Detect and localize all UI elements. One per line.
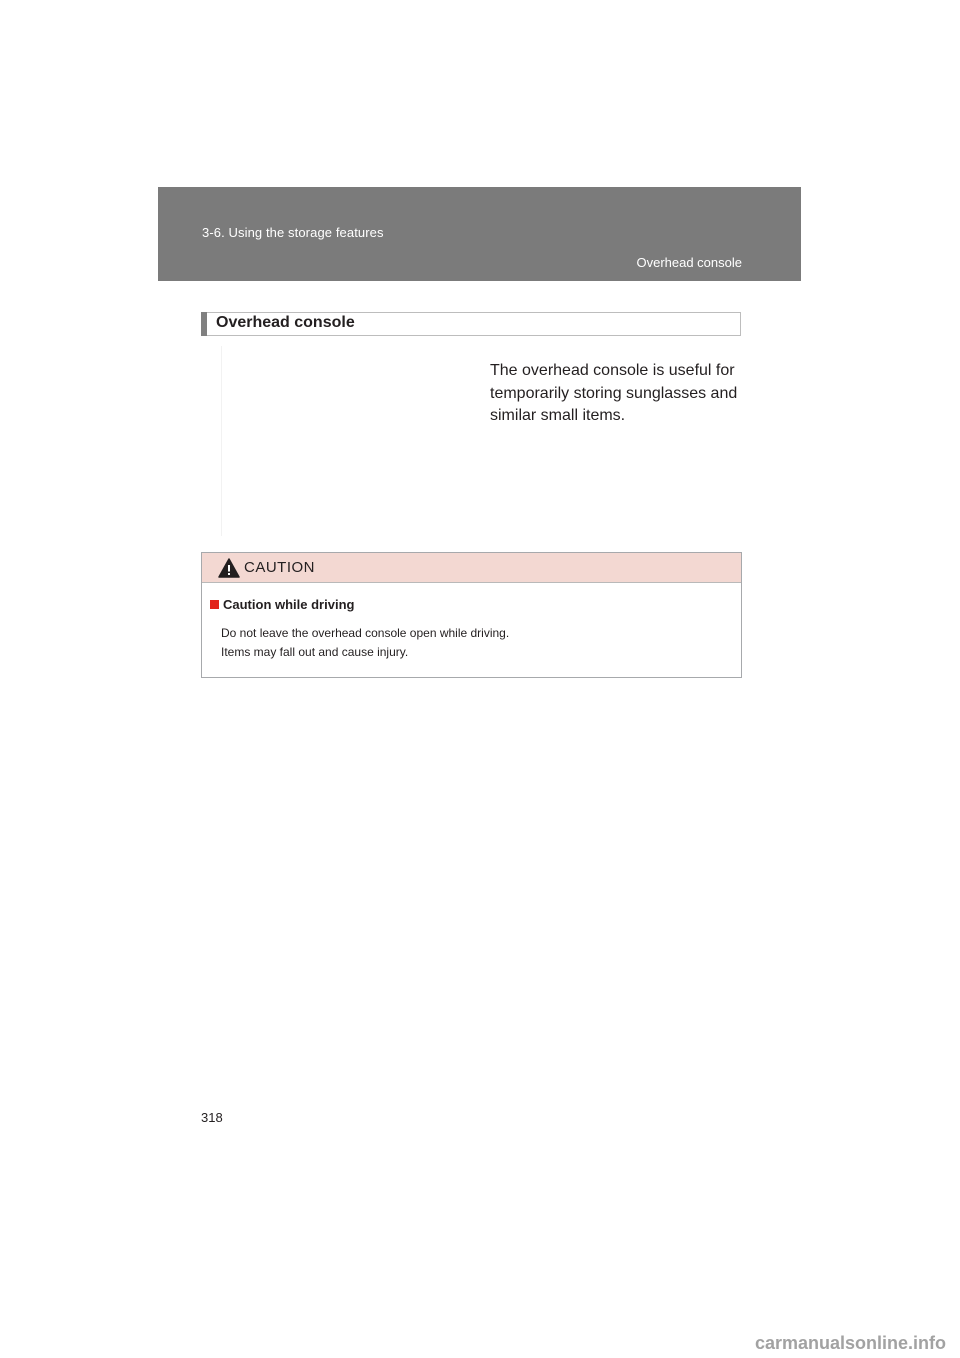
caution-title: CAUTION	[244, 559, 315, 576]
watermark: carmanualsonline.info	[754, 1333, 946, 1353]
section-heading-bar	[201, 312, 741, 336]
section-accent	[201, 312, 207, 336]
section-body-text: The overhead console is useful for temporarily storing sunglasses and similar small items.	[490, 362, 738, 424]
caution-item-heading-text: Caution while driving	[223, 597, 355, 612]
warning-triangle-icon	[218, 558, 240, 578]
square-bullet-icon	[210, 600, 219, 609]
chapter-title: 3-6. Using the storage features	[202, 225, 384, 240]
caution-line: Do not leave the overhead console open while driving.	[221, 626, 510, 640]
page-header	[158, 187, 801, 281]
page-number: 318	[201, 1110, 223, 1125]
caution-header	[202, 553, 741, 583]
header-section-title: Overhead console	[636, 255, 742, 270]
caution-box	[201, 552, 742, 678]
caution-item-heading	[210, 597, 354, 612]
illustration-area	[221, 346, 222, 536]
caution-text	[221, 624, 721, 662]
caution-line: Items may fall out and cause injury.	[221, 645, 409, 659]
section-title: Overhead console	[216, 314, 355, 331]
